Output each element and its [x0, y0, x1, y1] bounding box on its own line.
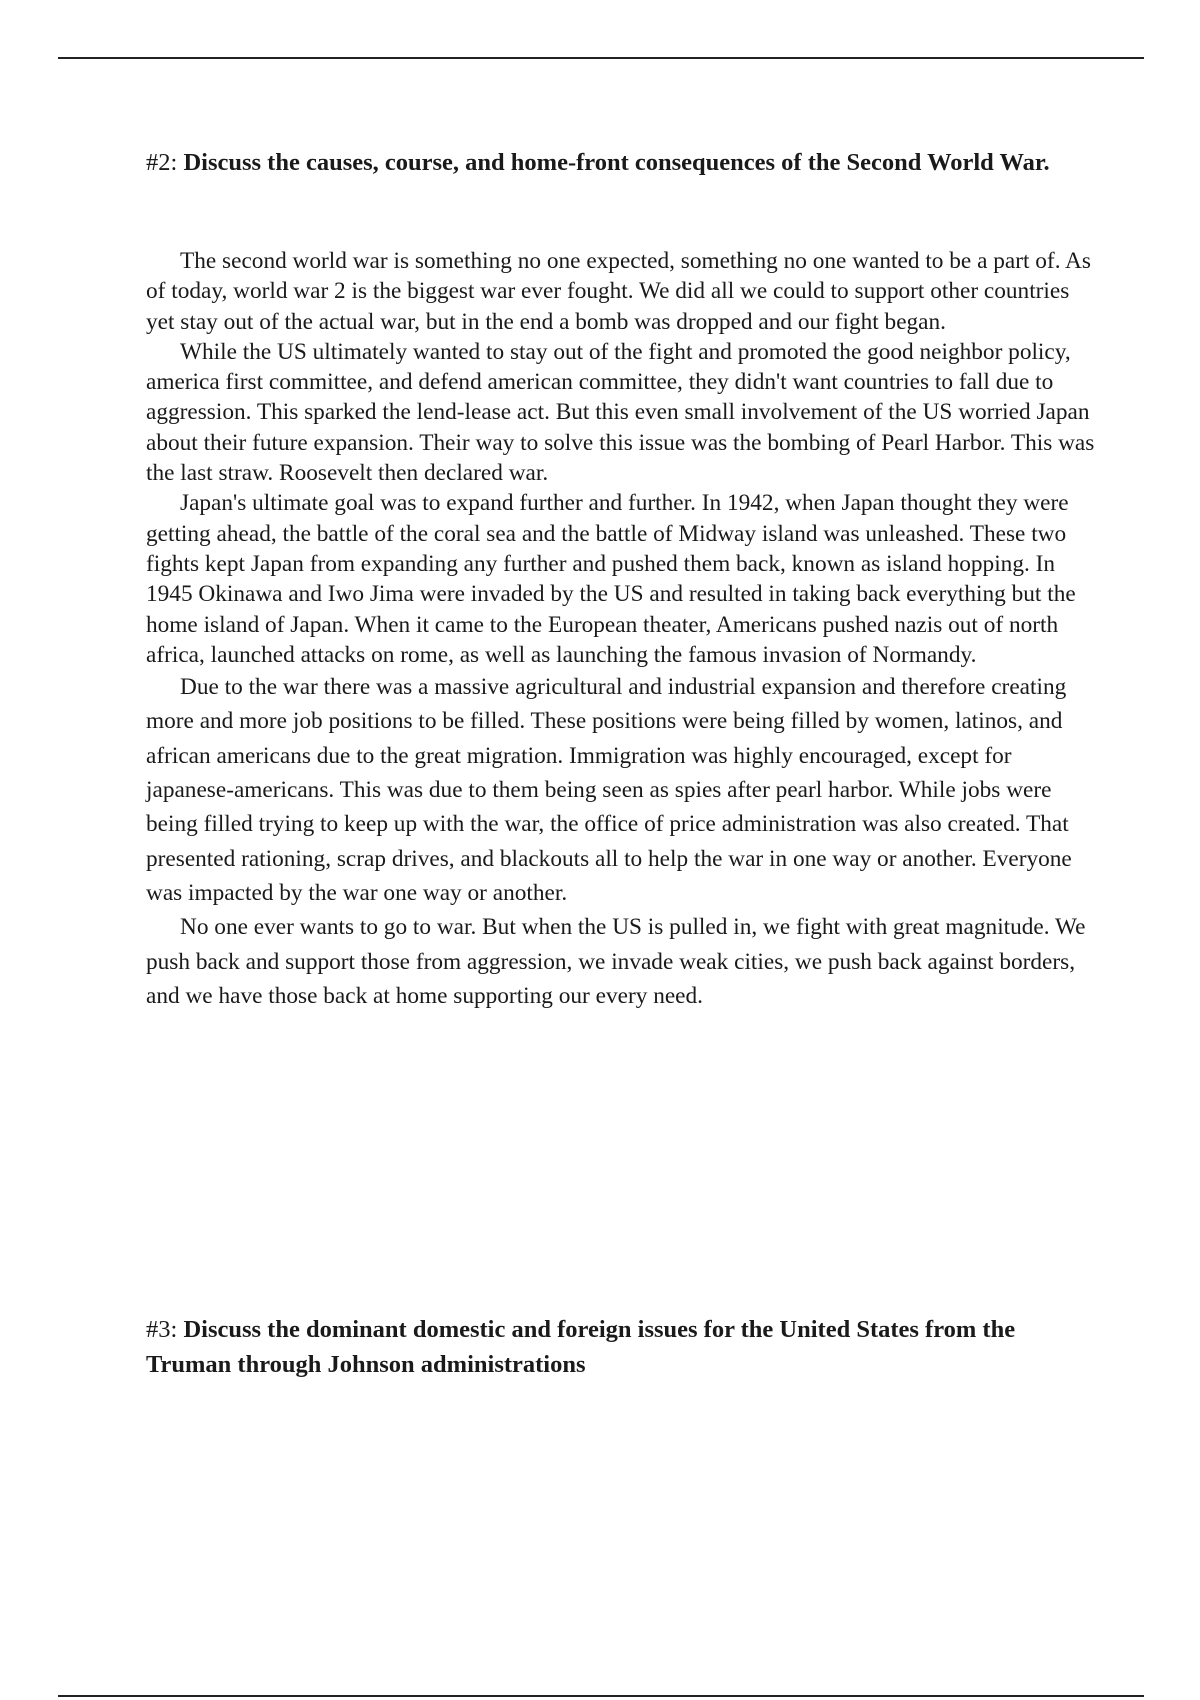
question-3-prompt: Discuss the dominant domestic and foreign issues for the United States from the Truman through Johnson administrations: [146, 1316, 1016, 1378]
essay-paragraph-1: The second world war is something no one expected, something no one wanted to be a part of. As of today, world war 2 is the biggest war ever fought. We did all we could to support other countries yet stay out of the actual war, but in the end a bomb was dropped and our fight began.: [146, 248, 1091, 335]
essay-paragraph-3: Japan's ultimate goal was to expand further and further. In 1942, when Japan thought they were getting ahead, the battle of the coral sea and the battle of Midway island was unleashed. These two fights kept Japan from expanding any further and pushed them back, known as island hopping. In 1945 Okinawa and Iwo Jima were invaded by the US and resulted in taking back everything but the home island of Japan. When it came to the European theater, Americans pushed nazis out of north africa, launched attacks on rome, as well as launching the famous invasion of Normandy.: [146, 490, 1076, 668]
question-3-heading: [146, 1312, 1106, 1382]
essay-paragraph-2: While the US ultimately wanted to stay out of the fight and promoted the good neighbor policy, america first committee, and defend american committee, they didn't want countries to fall due to aggression. This sparked the lend-lease act. But this even small involvement of the US worried Japan about their future expansion. Their way to solve this issue was the bombing of Pearl Harbor. This was the last straw. Roosevelt then declared war.: [146, 338, 1095, 487]
question-2-number: #2:: [146, 149, 184, 176]
essay-answer: [146, 246, 1096, 1013]
essay-paragraph-5: No one ever wants to go to war. But when the US is pulled in, we fight with great magnitude. We push back and support those from aggression, we invade weak cities, we push back against borders, and we have those back at home supporting our every need.: [146, 914, 1086, 1009]
top-rule: [58, 57, 1144, 59]
essay-paragraph-4: Due to the war there was a massive agricultural and industrial expansion and therefore creating more and more job positions to be filled. These positions were being filled by women, latinos, and african americans due to the great migration. Immigration was highly encouraged, except for japanese-americans. This was due to them being seen as spies after pearl harbor. While jobs were being filled trying to keep up with the war, the office of price administration was also created. That presented rationing, scrap drives, and blackouts all to help the war in one way or another. Everyone was impacted by the war one way or another.: [146, 674, 1072, 906]
question-2-heading: [146, 145, 1106, 180]
question-3-number: #3:: [146, 1316, 184, 1343]
question-2-prompt: Discuss the causes, course, and home-front consequences of the Second World War.: [183, 149, 1050, 176]
bottom-rule: [58, 1695, 1144, 1697]
